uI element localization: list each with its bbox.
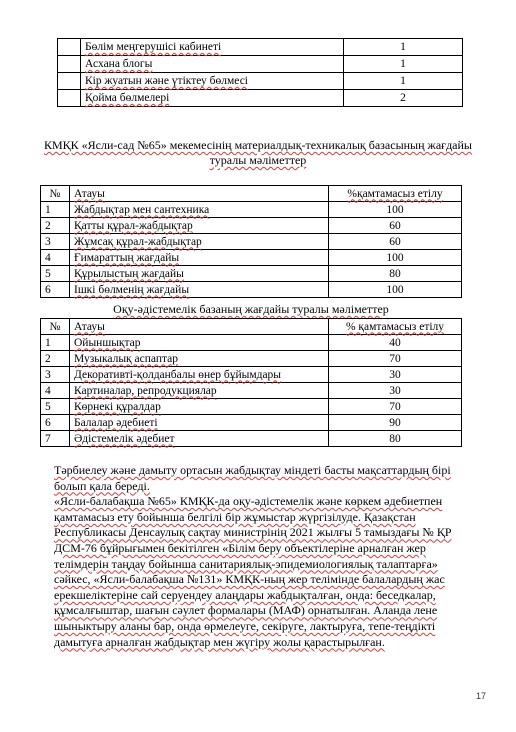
- table-cell-name: Кір жуатын және үтіктеу бөлмесі: [81, 73, 344, 90]
- table-row: [58, 39, 463, 56]
- methodical-base-table: [40, 318, 462, 447]
- header-name: Атауы: [70, 186, 329, 202]
- section-title: КМҚК «Ясли-сад №65» мекемесінің материалдық-техникалық базасының жағдайы туралы мәліметтер: [43, 138, 472, 167]
- header-pct: %қамтамасыз етілу: [329, 186, 462, 202]
- table-cell-name: Бөлім меңгерушісі кабинеті: [81, 39, 344, 56]
- table-row: 6 Ішкі бөлменің жағдайы 100: [41, 282, 462, 298]
- body-paragraph: [54, 463, 466, 650]
- table-row: 4 Ғимараттың жағдайы 100: [41, 250, 462, 266]
- table-cell-value: 1: [344, 56, 463, 73]
- table-row: 4 Картиналар, репродукциялар 30: [41, 383, 462, 399]
- rooms-table: [57, 38, 463, 107]
- table2-title: Оқу-әдістемелік базаның жағдайы туралы мәліметтер: [113, 302, 389, 316]
- page-number: 17: [475, 691, 486, 701]
- material-base-table: [40, 185, 462, 298]
- paragraph-line-2: «Ясли-балабақша №65» КМҚК-да оқу-әдістемелік және көркем әдебиетпен қамтамасыз ету бойынша белгілі бір жұмыстар жүргізілуде. Қазақстан Республикасы Денсаулық сақтау министрінің 2021 жылғы 5 тамыздағы № ҚР ДСМ-76 бұйрығымен бекітілген «Білім беру объектілеріне арналған жер телімдерін таңдау бойынша санитариялық-эпидемиологиялық талаптарға» сәйкес, «Ясли-балабақша №131» КМҚК-ның жер телімінде балалардың жас ерекшеліктеріне сай серуендеу алаңдары жабдықталған, онда: беседкалар, құмсалғыштар, шағын сәулет формалары (МАФ) орнатылған. Аланда лене шыныктыру аланы бар, онда өрмелеуге, секіруге, лактыруға, тепе-теңдікті дамытуға арналған жабдықтар мен жүгіру жолы қарастырылған.: [54, 494, 452, 649]
- table-row: 2 Музыкалық аспаптар 70: [41, 351, 462, 367]
- table-cell-value: 1: [344, 39, 463, 56]
- header-no: №: [41, 186, 70, 202]
- table-row: [58, 73, 463, 90]
- table-cell-name: Асхана блогы: [81, 56, 344, 73]
- table-row: 2 Қатты құрал-жабдықтар 60: [41, 218, 462, 234]
- header-name: Атауы: [70, 319, 329, 335]
- table-row: 5 Құрылыстың жағдайы 80: [41, 266, 462, 282]
- header-pct: % қамтамасыз етілу: [329, 319, 462, 335]
- table-cell-value: 2: [344, 90, 463, 107]
- table-row: [58, 90, 463, 107]
- paragraph-line-1: Тәрбиелеу және дамыту ортасын жабдықтау міндеті басты мақсаттардың бірі болып қала береді.: [54, 463, 451, 493]
- table-row: 3 Декоративті-қолданбалы өнер бұйымдары 30: [41, 367, 462, 383]
- table-header-row: [41, 186, 462, 202]
- table-row: 1 Жабдықтар мен сантехника 100: [41, 202, 462, 218]
- table-row: 3 Жұмсақ құрал-жабдықтар 60: [41, 234, 462, 250]
- table-header-row: [41, 319, 462, 335]
- header-no: №: [41, 319, 70, 335]
- table-cell-value: 1: [344, 73, 463, 90]
- table-row: [58, 56, 463, 73]
- table-row: 6 Балалар әдебиеті 90: [41, 415, 462, 431]
- table-row: 7 Әдістемелік әдебиет 80: [41, 431, 462, 447]
- table-row: 1 Ойыншықтар 40: [41, 335, 462, 351]
- table-row: 5 Көрнекі құралдар 70: [41, 399, 462, 415]
- table-cell-name: Қойма бөлмелері: [81, 90, 344, 107]
